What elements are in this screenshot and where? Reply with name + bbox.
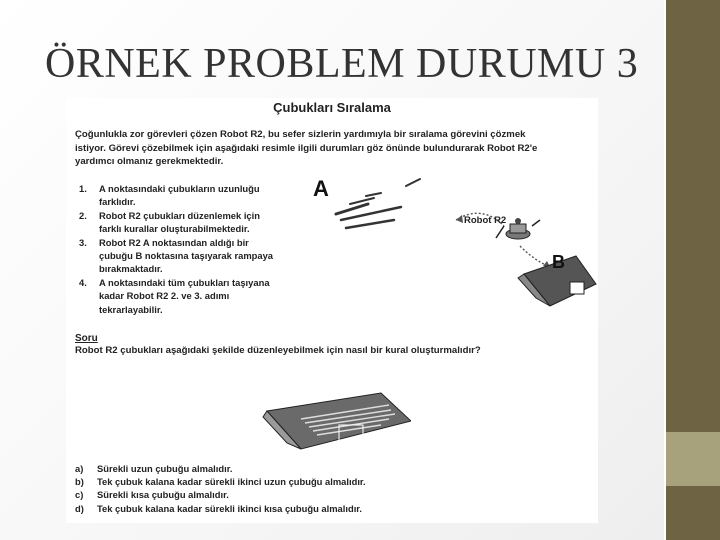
slide-title: ÖRNEK PROBLEM DURUMU 3 [45,41,639,87]
stick [406,179,420,186]
stick [366,193,381,196]
intro-line: istiyor. Görevi çözebilmek için aşağıdaki resimle ilgili durumları göz önünde bulundurarak Robot R2'e [75,142,538,154]
list-item-text: A noktasındaki çubukların uzunluğu [99,183,260,194]
option-text: Tek çubuk kalana kadar sürekli ikinci uzun çubuğu almalıdır. [97,476,366,488]
option-text: Sürekli kısa çubuğu almalıdır. [97,489,229,501]
list-item-text: tekrarlayabilir. [99,303,163,315]
list-item-text: farklıdır. [99,196,136,208]
list-item-number: 3. [79,236,87,248]
ramp-sorted-sticks-illustration [261,381,411,451]
list-item-text: A noktasındaki tüm çubukları taşıyana [99,276,270,288]
list-item-number: 2. [79,209,87,221]
list-item-text: çubuğu B noktasına taşıyarak rampaya [99,250,274,262]
intro-paragraph [75,128,595,169]
list-item [75,182,305,209]
answer-options [75,462,366,515]
point-b-label: B [552,252,565,272]
point-a-label: A [313,176,329,201]
list-item-number: 4. [79,276,87,288]
list-item-text: farklı kurallar oluşturabilmektedir. [99,223,250,235]
option-key: b) [75,476,84,488]
sticks-group [336,179,420,228]
arrow-to-ramp-icon [520,246,548,266]
list-item-text: kadar Robot R2 2. ve 3. adımı [99,290,230,302]
answer-option [75,475,366,488]
option-key: d) [75,502,84,514]
list-item [75,236,305,276]
problem-document [66,98,598,523]
question-heading: Soru [75,333,98,344]
stick [336,204,368,214]
answer-option [75,502,366,515]
answer-option [75,462,366,475]
document-heading: Çubukları Sıralama [273,100,391,115]
answer-option [75,488,366,501]
conditions-list [75,182,305,316]
list-item [75,276,305,316]
accent-bar-block [666,432,720,486]
intro-line: yardımcı olmanız gerekmektedir. [75,156,224,167]
intro-line: Çoğunlukla zor görevleri çözen Robot R2, bu sefer sizlerin yardımıyla bir sıralama görevini çözmek [75,129,526,140]
list-item-text: Robot R2 A noktasından aldığı bir [99,236,249,248]
list-item-text: bırakmaktadır. [99,263,163,275]
option-key: a) [75,463,84,474]
option-text: Tek çubuk kalana kadar sürekli ikinci kısa çubuğu almalıdır. [97,502,363,514]
robot-label: Robot R2 [464,215,507,226]
option-text: Sürekli uzun çubuğu almalıdır. [97,463,233,474]
list-item-text: Robot R2 çubukları düzenlemek için [99,209,260,221]
list-item [75,209,305,236]
scenario-illustration [306,174,598,324]
list-item-number: 1. [79,183,87,194]
stick [350,198,374,204]
option-key: c) [75,489,84,501]
question-text: Robot R2 çubukları aşağıdaki şekilde düzenleyebilmek için nasıl bir kural oluşturmalıdır? [75,345,481,356]
stick [346,220,394,228]
